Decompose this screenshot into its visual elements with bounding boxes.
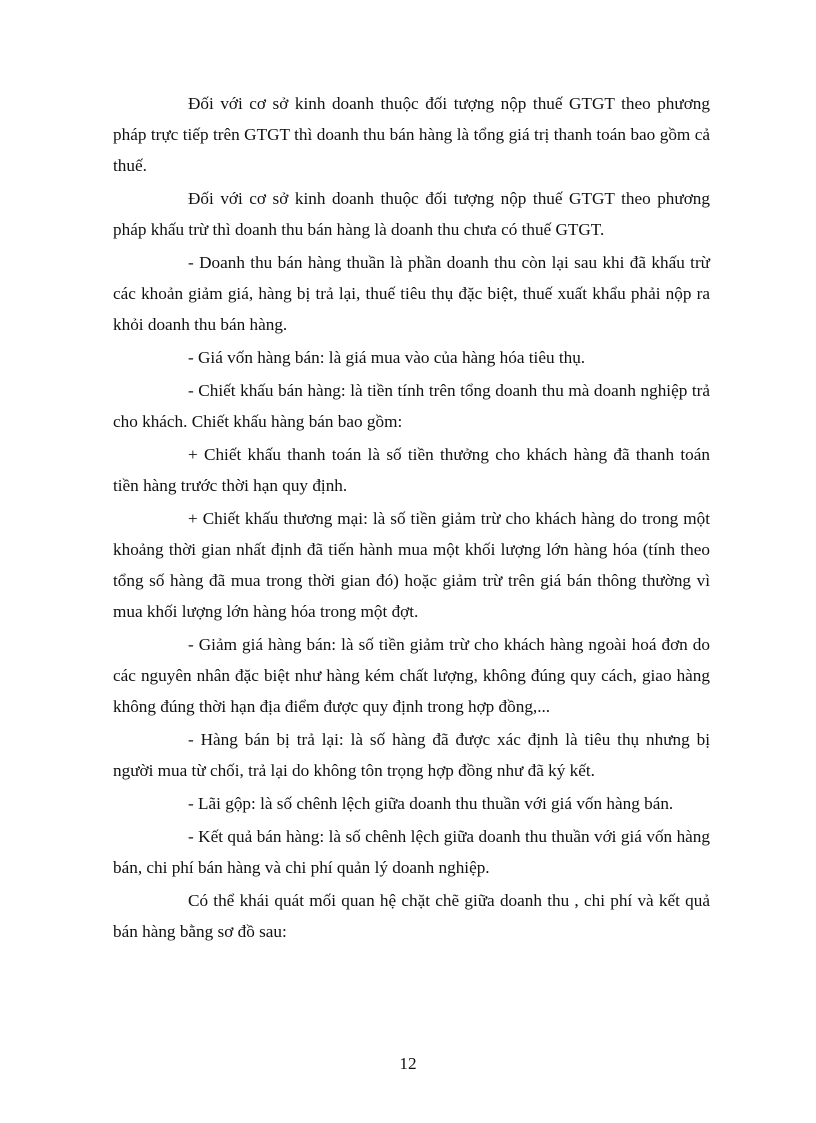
- paragraph-net-revenue: - Doanh thu bán hàng thuần là phần doanh thu còn lại sau khi đã khấu trừ các khoản giảm giá, hàng bị trả lại, thuế tiêu thụ đặc biệt, thuế xuất khẩu phải nộp ra khỏi doanh thu bán hàng.: [113, 253, 710, 334]
- paragraph-sales-discount: - Chiết khấu bán hàng: là tiền tính trên tổng doanh thu mà doanh nghiệp trả cho khách. Chiết khấu hàng bán bao gồm:: [113, 381, 710, 431]
- paragraph-sales-allowance: - Giảm giá hàng bán: là số tiền giảm trừ cho khách hàng ngoài hoá đơn do các nguyên nhân đặc biệt như hàng kém chất lượng, không đúng quy cách, giao hàng không đúng thời hạn địa điểm được quy định trong hợp đồng,...: [113, 635, 710, 716]
- paragraph-direct-method-revenue: Đối với cơ sở kinh doanh thuộc đối tượng nộp thuế GTGT theo phương pháp trực tiếp trên GTGT thì doanh thu bán hàng là tổng giá trị thanh toán bao gồm cả thuế.: [113, 94, 710, 175]
- paragraph-payment-discount: + Chiết khấu thanh toán là số tiền thưởng cho khách hàng đã thanh toán tiền hàng trước thời hạn quy định.: [113, 445, 710, 495]
- paragraph-gross-profit: - Lãi gộp: là số chênh lệch giữa doanh thu thuần với giá vốn hàng bán.: [188, 794, 674, 813]
- paragraph-deduction-method-revenue: Đối với cơ sở kinh doanh thuộc đối tượng nộp thuế GTGT theo phương pháp khấu trừ thì doanh thu bán hàng là doanh thu chưa có thuế GTGT.: [113, 189, 710, 239]
- page-number: 12: [399, 1054, 417, 1073]
- paragraph-sales-result: - Kết quả bán hàng: là số chênh lệch giữa doanh thu thuần với giá vốn hàng bán, chi phí bán hàng và chi phí quản lý doanh nghiệp.: [113, 827, 710, 877]
- document-body: [113, 88, 710, 947]
- paragraph-diagram-intro: Có thể khái quát mối quan hệ chặt chẽ giữa doanh thu , chi phí và kết quả bán hàng bằng sơ đồ sau:: [113, 891, 710, 941]
- paragraph-trade-discount: + Chiết khấu thương mại: là số tiền giảm trừ cho khách hàng do trong một khoảng thời gian nhất định đã tiến hành mua một khối lượng lớn hàng hóa (tính theo tổng số hàng đã mua trong thời gian đó) hoặc giảm trừ trên giá bán thông thường vì mua khối lượng lớn hàng hóa trong một đợt.: [113, 509, 710, 621]
- paragraph-sales-returns: - Hàng bán bị trả lại: là số hàng đã được xác định là tiêu thụ nhưng bị người mua từ chối, trả lại do không tôn trọng hợp đồng như đã ký kết.: [113, 730, 710, 780]
- paragraph-cost-of-goods-sold: - Giá vốn hàng bán: là giá mua vào của hàng hóa tiêu thụ.: [188, 348, 586, 367]
